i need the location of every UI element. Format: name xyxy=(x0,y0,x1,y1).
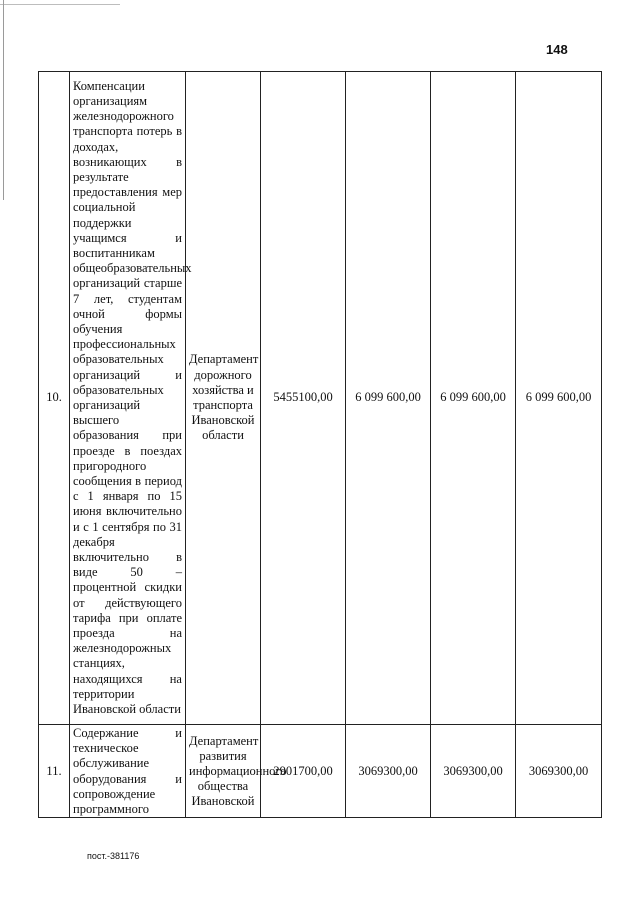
amount-cell: 5455100,00 xyxy=(261,72,346,725)
department-name: Департамент дорожного хозяйства и транспорта Ивановской области xyxy=(186,72,261,725)
amount-cell: 3069300,00 xyxy=(516,725,602,818)
amount-cell: 3069300,00 xyxy=(346,725,431,818)
document-code: пост.-381176 xyxy=(87,851,140,861)
amount-cell: 6 099 600,00 xyxy=(346,72,431,725)
page-number: 148 xyxy=(546,42,568,57)
budget-table xyxy=(38,71,602,818)
row-number: 10. xyxy=(39,72,70,725)
scan-edge-mark xyxy=(0,4,120,5)
amount-cell: 6 099 600,00 xyxy=(516,72,602,725)
table-row xyxy=(39,72,602,725)
amount-cell: 6 099 600,00 xyxy=(431,72,516,725)
amount-cell: 3069300,00 xyxy=(431,725,516,818)
table-row xyxy=(39,725,602,818)
amount-cell: 2901700,00 xyxy=(261,725,346,818)
measure-name: Содержание и техническое обслуживание оборудования и сопровождение программного xyxy=(70,725,186,818)
row-number: 11. xyxy=(39,725,70,818)
scan-binding-line xyxy=(3,0,4,200)
department-name: Департамент развития информационного общества Ивановской xyxy=(186,725,261,818)
measure-name: Компенсации организациям железнодорожного транспорта потерь в доходах, возникающих в результате предоставления мер социальной поддержки учащимся и воспитанникам общеобразовательных организаций старше 7 лет, студентам очной формы обучения профессиональных образовательных организаций и образовательных организаций высшего образования при проезде в поездах пригородного сообщения в период с 1 января по 15 июня включительно и с 1 сентября по 31 декабря включительно в виде 50 – процентной скидки от действующего тарифа при оплате проезда на железнодорожных станциях, находящихся на территории Ивановской области xyxy=(70,72,186,725)
